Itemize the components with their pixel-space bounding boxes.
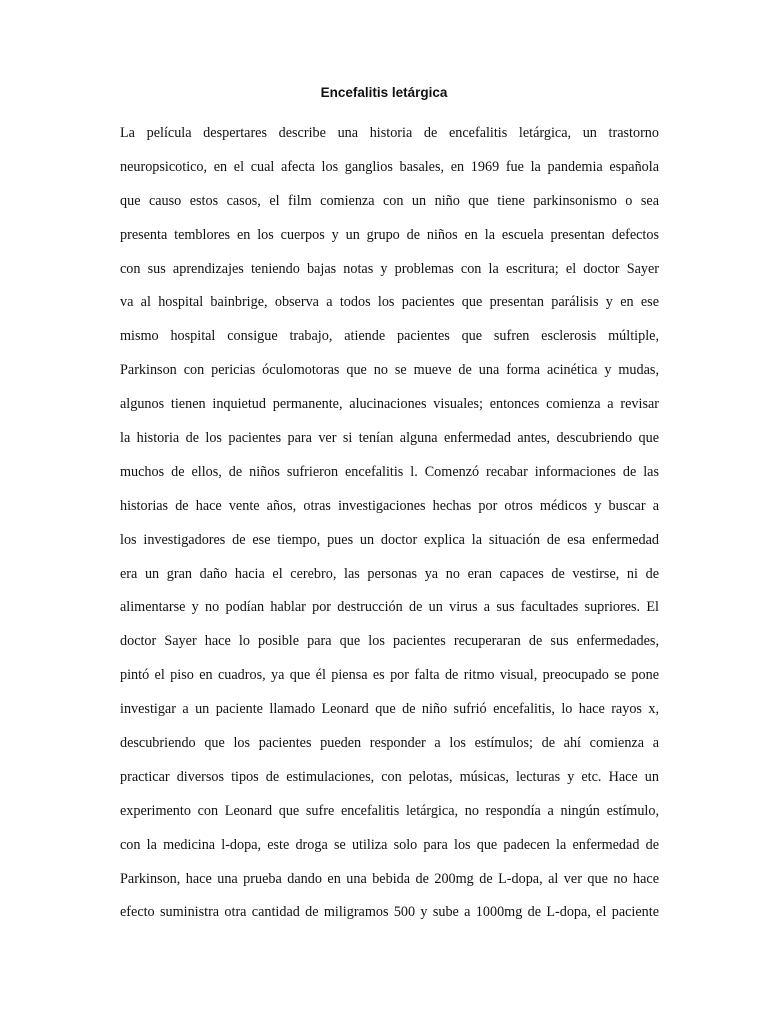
- body-line: efecto suministra otra cantidad de miligramos 500 y sube a 1000mg de L-dopa, el paciente: [120, 904, 659, 921]
- body-line: descubriendo que los pacientes pueden responder a los estímulos; de ahí comienza a: [120, 735, 659, 752]
- body-line: experimento con Leonard que sufre encefalitis letárgica, no respondía a ningún estímulo,: [120, 802, 659, 819]
- body-line: los investigadores de ese tiempo, pues un doctor explica la situación de esa enfermedad: [120, 531, 659, 548]
- body-line: doctor Sayer hace lo posible para que los pacientes recuperaran de sus enfermedades,: [120, 633, 659, 650]
- body-line: era un gran daño hacia el cerebro, las personas ya no eran capaces de vestirse, ni de: [120, 565, 659, 582]
- body-line: pintó el piso en cuadros, ya que él piensa es por falta de ritmo visual, preocupado se pone: [120, 667, 659, 684]
- body-line: algunos tienen inquietud permanente, alucinaciones visuales; entonces comienza a revisar: [120, 396, 659, 413]
- body-line: con la medicina l-dopa, este droga se utiliza solo para los que padecen la enfermedad de: [120, 836, 659, 853]
- body-line: La película despertares describe una historia de encefalitis letárgica, un trastorno: [120, 125, 659, 141]
- body-line: la historia de los pacientes para ver si tenían alguna enfermedad antes, descubriendo que: [120, 430, 659, 447]
- body-line: Parkinson, hace una prueba dando en una bebida de 200mg de L-dopa, al ver que no hace: [120, 870, 659, 887]
- body-line: alimentarse y no podían hablar por destrucción de un virus a sus facultades supriores. El: [120, 599, 659, 616]
- body-line: historias de hace vente años, otras investigaciones hechas por otros médicos y buscar a: [120, 497, 659, 514]
- body-line: muchos de ellos, de niños sufrieron encefalitis l. Comenzó recabar informaciones de las: [120, 463, 659, 480]
- body-line: mismo hospital consigue trabajo, atiende pacientes que sufren esclerosis múltiple,: [120, 328, 659, 345]
- body-line: investigar a un paciente llamado Leonard que de niño sufrió encefalitis, lo hace rayos x,: [120, 701, 659, 718]
- document-title: Encefalitis letárgica: [320, 85, 448, 100]
- body-line: presenta temblores en los cuerpos y un grupo de niños en la escuela presentan defectos: [120, 226, 659, 243]
- body-line: Parkinson con pericias óculomotoras que no se mueve de una forma acinética y mudas,: [120, 362, 659, 379]
- body-line: con sus aprendizajes teniendo bajas notas y problemas con la escritura; el doctor Sayer: [120, 260, 659, 277]
- body-line: va al hospital bainbrige, observa a todos los pacientes que presentan parálisis y en ese: [120, 294, 659, 311]
- body-line: que causo estos casos, el film comienza con un niño que tiene parkinsonismo o sea: [120, 192, 659, 209]
- body-line: practicar diversos tipos de estimulaciones, con pelotas, músicas, lecturas y etc. Hace un: [120, 768, 659, 785]
- document-body: [120, 119, 659, 932]
- body-line: neuropsicotico, en el cual afecta los ganglios basales, en 1969 fue la pandemia española: [120, 158, 659, 175]
